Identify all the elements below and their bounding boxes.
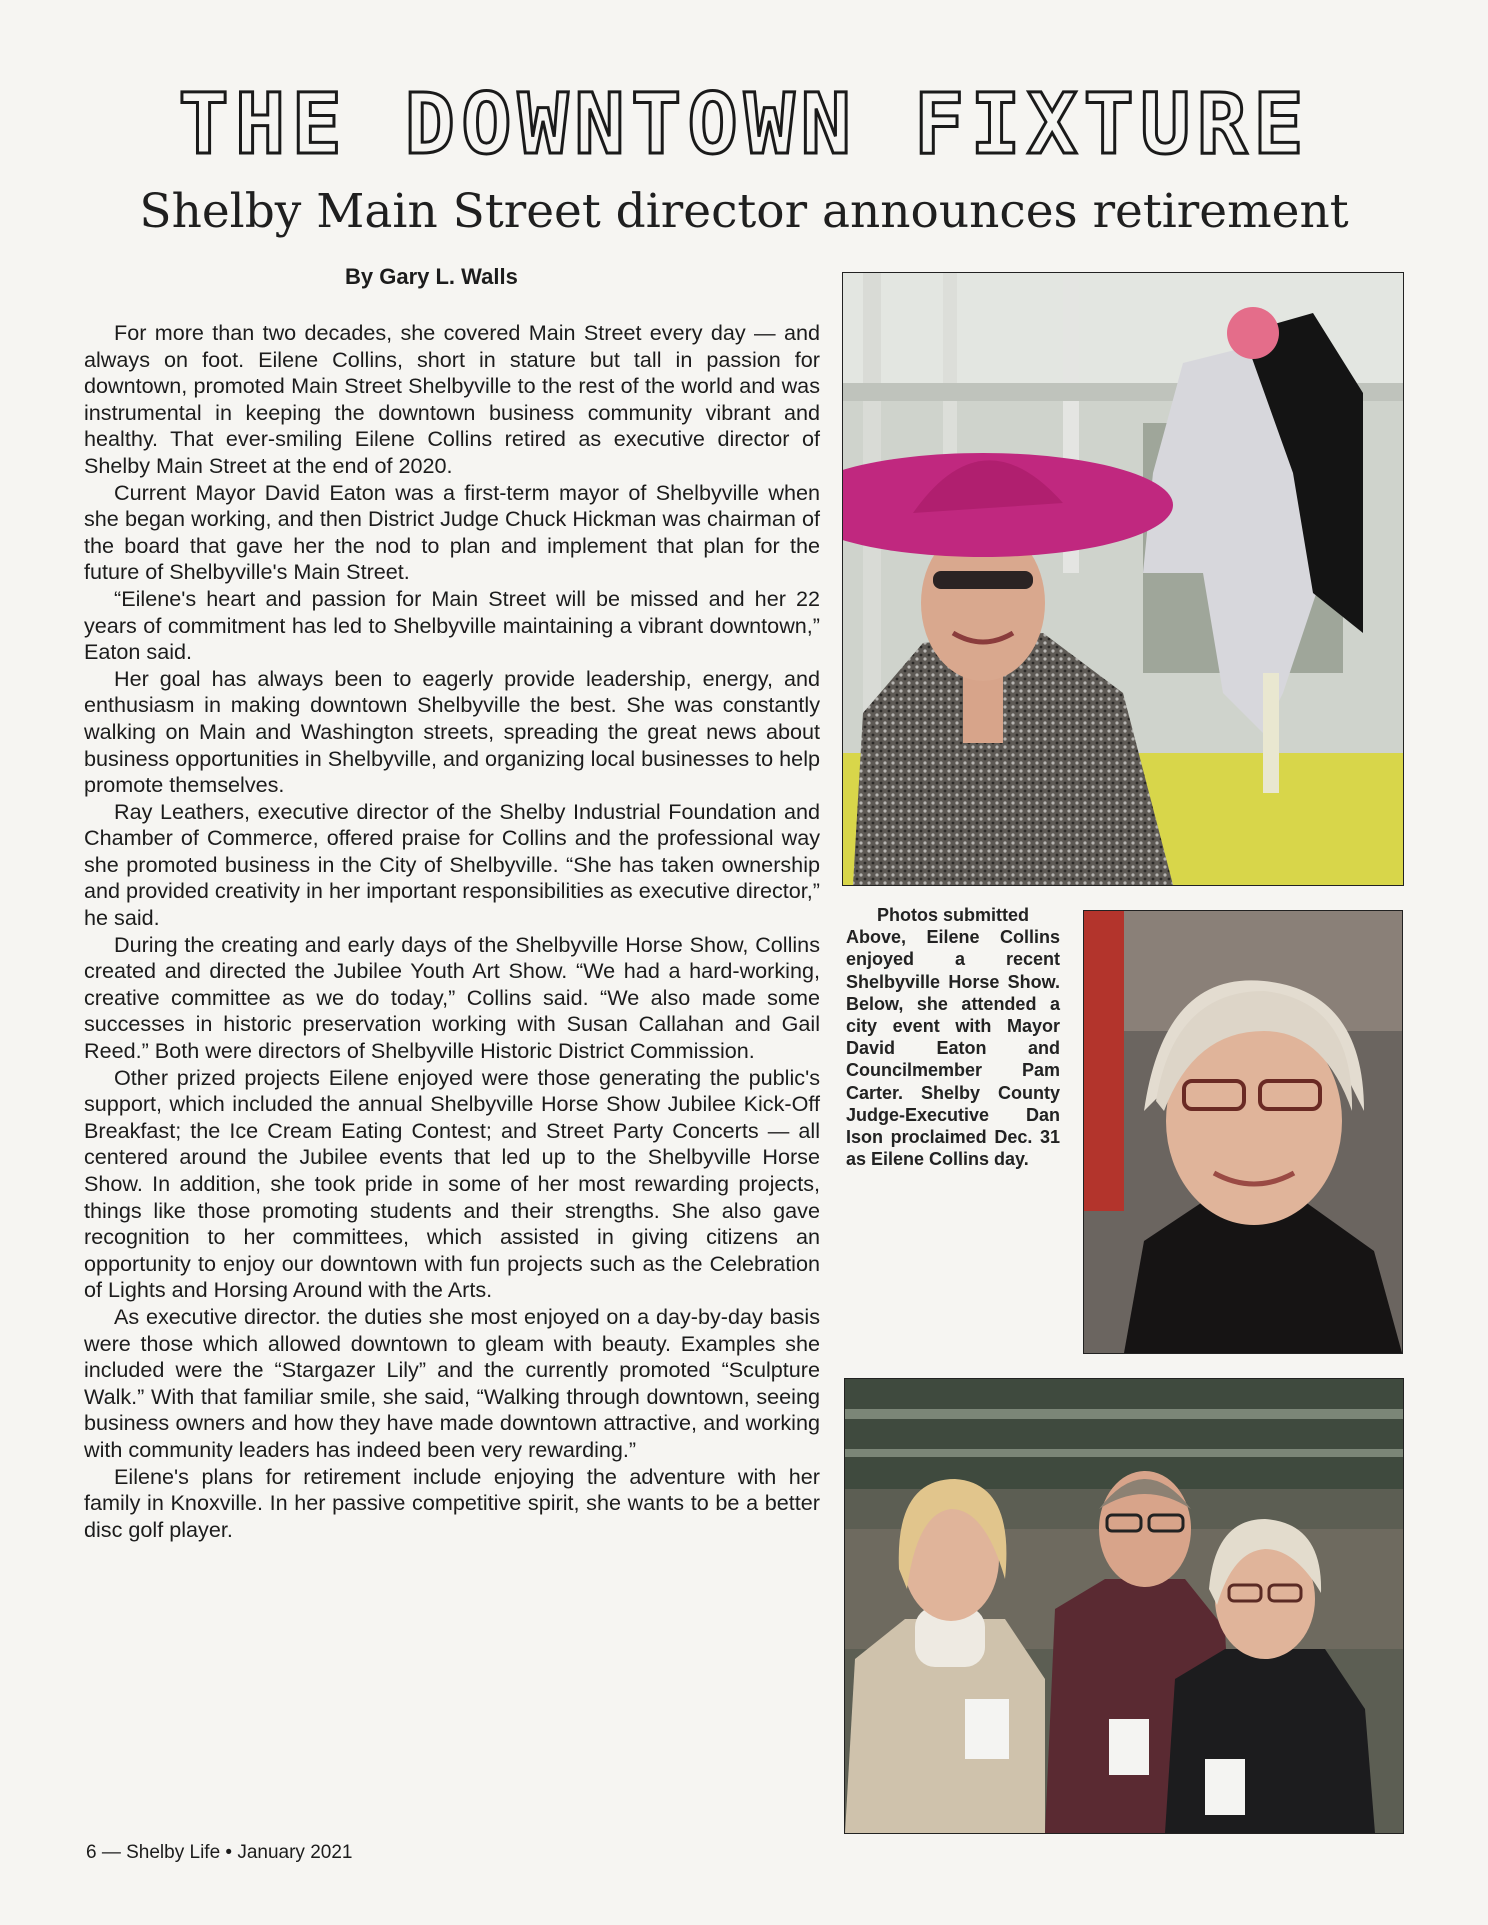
byline: By Gary L. Walls <box>345 264 518 289</box>
photo-caption <box>846 904 1060 1170</box>
headline: THE DOWNTOWN FIXTURE <box>178 75 1310 173</box>
paragraph: Ray Leathers, executive director of the Shelby Industrial Foundation and Chamber of Commerce, offered praise for Collins and the professional way she promoted business in the City of Shelbyville. “She has taken ownership and provided creativity in her important responsibilities as executive director,” he said. <box>84 798 820 931</box>
caption-text: Above, Eilene Collins enjoyed a recent Shelbyville Horse Show. Below, she attended a city event with Mayor David Eaton and Councilmember Pam Carter. Shelby County Judge-Executive Dan Ison proclaimed Dec. 31 as Eilene Collins day. <box>846 927 1060 1170</box>
caption-title: Photos submitted <box>877 905 1029 925</box>
page-footer: 6 — Shelby Life • January 2021 <box>86 1842 353 1863</box>
paragraph: Other prized projects Eilene enjoyed were those generating the public's support, which included the annual Shelbyville Horse Show Jubilee Kick-Off Breakfast; the Ice Cream Eating Contest; and Street Party Concerts — all centered around the Jubilee events that led up to the Shelbyville Horse Show. In addition, she took pride in some of her most rewarding projects, things like those promoting students and their strengths. She also gave recognition to her committees, which assisted in giving citizens an opportunity to enjoy our downtown with fun projects such as the Celebration of Lights and Horsing Around with the Arts. <box>84 1064 820 1303</box>
paragraph: Eilene's plans for retirement include enjoying the adventure with her family in Knoxville. In her passive competitive spirit, she wants to be a better disc golf player. <box>84 1463 820 1542</box>
subheadline: Shelby Main Street director announces retirement <box>139 184 1349 239</box>
paragraph: For more than two decades, she covered Main Street every day — and always on foot. Eilene Collins, short in stature but tall in passion for downtown, promoted Main Street Shelbyville to the rest of the world and was instrumental in keeping the downtown business community vibrant and healthy. That ever-smiling Eilene Collins retired as executive director of Shelby Main Street at the end of 2020. <box>84 320 820 478</box>
paragraph: Her goal has always been to eagerly provide leadership, energy, and enthusiasm in making downtown Shelbyville the best. She was constantly walking on Main and Washington streets, spreading the great news about business opportunities in Shelbyville, and organizing local businesses to help promote themselves. <box>84 665 820 798</box>
photo-horse-show <box>842 272 1404 886</box>
paragraph: Current Mayor David Eaton was a first-term mayor of Shelbyville when she began working, and then District Judge Chuck Hickman was chairman of the board that gave her the nod to plan and implement that plan for the future of Shelbyville's Main Street. <box>84 479 820 585</box>
paragraph: “Eilene's heart and passion for Main Street will be missed and her 22 years of commitment has led to Shelbyville maintaining a vibrant downtown,” Eaton said. <box>84 585 820 665</box>
article-body <box>84 320 820 1543</box>
photo-portrait <box>1083 910 1403 1354</box>
paragraph: As executive director. the duties she most enjoyed on a day-by-day basis were those which allowed downtown to gleam with beauty. Examples she included were the “Stargazer Lily” and the currently promoted “Sculpture Walk.” With that familiar smile, she said, “Walking through downtown, seeing business owners and how they have made downtown attractive, and working with community leaders has indeed been very rewarding.” <box>84 1303 820 1462</box>
photo-group <box>844 1378 1404 1834</box>
paragraph: During the creating and early days of the Shelbyville Horse Show, Collins created and directed the Jubilee Youth Art Show. “We had a hard-working, creative committee as we do today,” Collins said. “We also made some successes in historic preservation working with Susan Callahan and Gail Reed.” Both were directors of Shelbyville Historic District Commission. <box>84 931 820 1064</box>
